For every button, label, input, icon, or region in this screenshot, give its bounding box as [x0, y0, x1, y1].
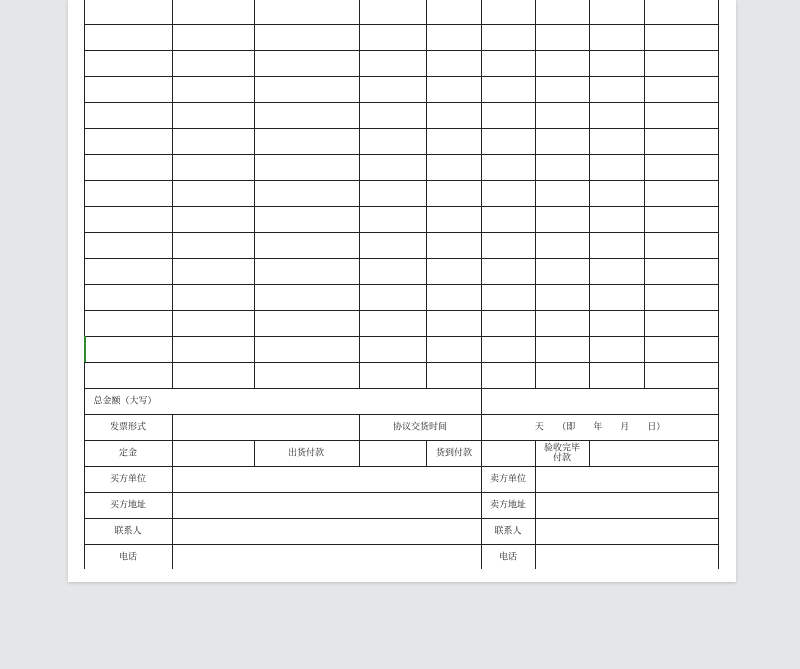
invoice-divider — [359, 414, 360, 440]
seller-contact-label: 联系人 — [494, 526, 522, 537]
buyer-unit-label: 买方单位 — [109, 474, 147, 485]
right-border — [718, 388, 719, 569]
payment-divider — [481, 440, 482, 466]
item-row-divider — [84, 128, 719, 129]
summary-row-divider — [84, 492, 719, 493]
buyer-contact-label: 联系人 — [114, 526, 142, 537]
payment-divider — [172, 440, 173, 466]
payment-divider — [589, 440, 590, 466]
item-row-divider — [84, 154, 719, 155]
delivery-terms-text: 天 （即 年 月 日） — [534, 422, 666, 433]
total-amount-divider — [481, 388, 482, 414]
item-row-divider — [84, 284, 719, 285]
invoice-divider — [172, 414, 173, 440]
item-row-divider — [84, 388, 719, 389]
party-info-divider — [481, 466, 482, 569]
summary-row-divider — [84, 518, 719, 519]
item-column-divider — [535, 0, 536, 388]
item-row-divider — [84, 258, 719, 259]
buyer-phone-label: 电话 — [118, 552, 138, 563]
item-row-divider — [84, 24, 719, 25]
item-row-divider — [84, 336, 719, 337]
item-row-divider — [84, 310, 719, 311]
item-row-divider — [84, 206, 719, 207]
item-row-divider — [84, 180, 719, 181]
seller-address-label: 卖方地址 — [489, 500, 527, 511]
item-column-divider — [84, 0, 85, 388]
selected-cell-indicator — [84, 336, 86, 362]
payment-divider — [426, 440, 427, 466]
total-amount-label: 总金额（大写） — [93, 396, 157, 407]
invoice-form-label: 发票形式 — [109, 422, 147, 433]
item-column-divider — [426, 0, 427, 388]
item-row-divider — [84, 362, 719, 363]
party-info-divider — [535, 466, 536, 569]
left-border — [84, 388, 85, 569]
item-row-divider — [84, 102, 719, 103]
item-row-divider — [84, 76, 719, 77]
item-column-divider — [172, 0, 173, 388]
item-column-divider — [644, 0, 645, 388]
pay-after-acceptance-label: 验收完毕付款 — [543, 443, 580, 464]
item-column-divider — [589, 0, 590, 388]
item-column-divider — [359, 0, 360, 388]
agreed-delivery-label: 协议交货时间 — [392, 422, 448, 433]
summary-row-divider — [84, 466, 719, 467]
payment-divider — [254, 440, 255, 466]
buyer-address-label: 买方地址 — [109, 500, 147, 511]
summary-row-divider — [84, 440, 719, 441]
pay-on-arrival-label: 货到付款 — [435, 448, 473, 459]
item-row-divider — [84, 232, 719, 233]
item-column-divider — [718, 0, 719, 388]
payment-divider — [535, 440, 536, 466]
summary-row-divider — [84, 414, 719, 415]
seller-phone-label: 电话 — [498, 552, 518, 563]
invoice-divider — [481, 414, 482, 440]
payment-divider — [359, 440, 360, 466]
summary-row-divider — [84, 544, 719, 545]
party-info-divider — [172, 466, 173, 569]
pay-on-shipment-label: 出货付款 — [287, 448, 325, 459]
item-column-divider — [254, 0, 255, 388]
item-column-divider — [481, 0, 482, 388]
deposit-label: 定金 — [118, 448, 138, 459]
seller-unit-label: 卖方单位 — [489, 474, 527, 485]
item-row-divider — [84, 50, 719, 51]
